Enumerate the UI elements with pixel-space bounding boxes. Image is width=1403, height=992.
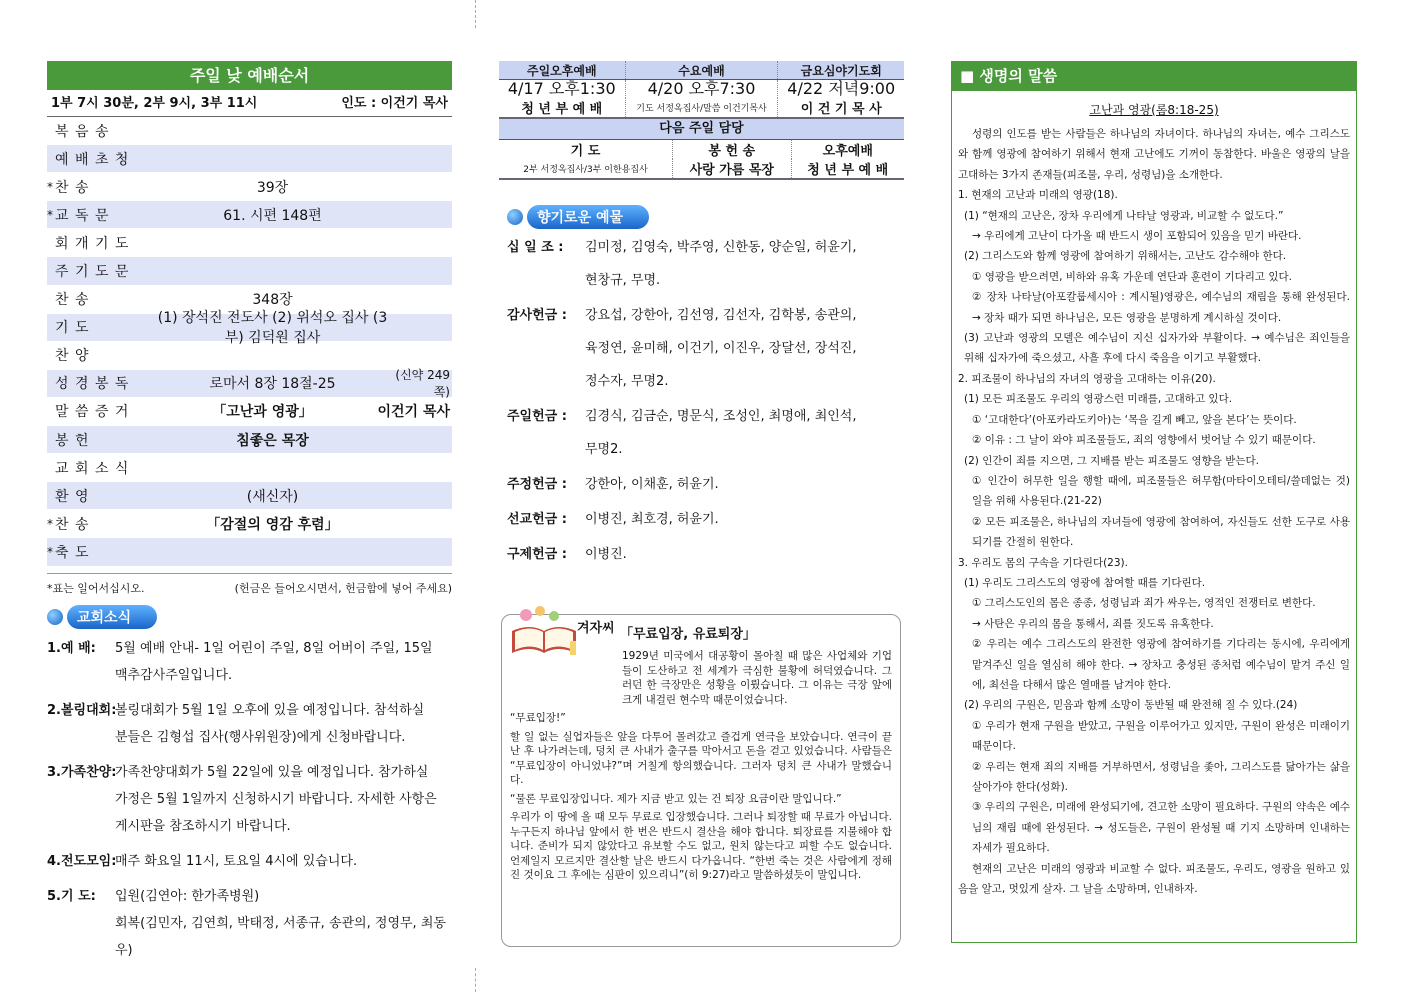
- sermon-line: (2) 그리스도와 함께 영광에 참여하기 위해서는, 고난도 감수해야 한다.: [964, 250, 1287, 263]
- offering-line: 정수자, 무명2.: [585, 374, 669, 389]
- offering-item: [507, 503, 907, 536]
- news-line: 가정은 5월 1일까지 신청하시기 바랍니다. 자세한 사항은: [115, 792, 437, 807]
- news-key: 2.볼링대회:: [47, 703, 117, 718]
- duty-time: 4/17 오후1:30: [507, 79, 616, 98]
- order-row: [47, 310, 452, 347]
- sermon-line: 성령의 인도를 받는 사람들은 하나님의 자녀이다. 하나님의 자녀는, 예수 그리스도와 함께 영광에 참여하기 위해서 현재 고난에도 기꺼이 동참한다. 바울은 영광의 날을 고대하는 3가지 존재들(피조물, 우리, 성령님)을 소개한다.: [958, 128, 1350, 181]
- order-detail: 이건기 목사: [377, 404, 450, 421]
- news-line: 가족찬양대회가 5월 22일에 있을 예정입니다. 참가하실: [115, 765, 429, 780]
- sermon-line: (2) 우리의 구원은, 믿음과 함께 소망이 동반될 때 완전해 질 수 있다.(24): [964, 699, 1298, 712]
- sermon-line: ① 영광을 받으려면, 비하와 유혹 가운데 연단과 훈련이 기다리고 있다.: [972, 270, 1292, 283]
- news-item: [47, 635, 457, 689]
- duty-table: [499, 61, 904, 119]
- news-item: [47, 848, 457, 875]
- order-label: 말 씀 증 거: [55, 404, 130, 421]
- sermon-line: ① ‘고대한다’(아포카라도키아)는 ‘목을 길게 빼고, 앞을 본다’는 뜻이다.: [972, 413, 1297, 426]
- news-line: 분들은 김형섭 집사(행사위원장)에게 신청바랍니다.: [115, 730, 406, 745]
- order-content: 61. 시편 148편: [223, 207, 322, 224]
- order-content: 「감절의 영감 후렴」: [206, 516, 339, 533]
- offering-item: [507, 400, 907, 466]
- sermon-line: ① 그리스도인의 몸은 종종, 성령님과 죄가 싸우는, 영적인 전쟁터로 변한다.: [972, 597, 1316, 610]
- sermon-line: 2. 피조물이 하나님의 자녀의 영광을 고대하는 이유(20).: [958, 372, 1216, 385]
- sermon-line: (2) 인간이 죄를 지으면, 그 지배를 받는 피조물도 영향을 받는다.: [964, 454, 1260, 467]
- news-line: 게시판을 참조하시기 바랍니다.: [115, 819, 291, 834]
- offering-line: 무명2.: [585, 442, 623, 457]
- news-text: [115, 883, 457, 964]
- bullet-dot-icon: [47, 609, 63, 625]
- offering-item: [507, 231, 907, 297]
- sermon-line: ② 이유 : 그 날이 와야 피조물들도, 죄의 영향에서 벗어날 수 있기 때문이다.: [972, 434, 1316, 447]
- news-item: [47, 697, 457, 751]
- sermon-subtitle: 고난과 영광(롬8:18-25): [1089, 103, 1219, 117]
- order-star: *: [47, 207, 53, 222]
- order-row: [47, 426, 452, 454]
- service-times: 1부 7시 30분, 2부 9시, 3부 11시: [51, 96, 258, 111]
- order-row: [47, 145, 452, 173]
- order-row: [47, 510, 452, 538]
- order-content: 「고난과 영광」: [212, 404, 313, 421]
- duty-header: 주일오후예배: [499, 61, 625, 80]
- order-label: 예 배 초 청: [55, 151, 130, 168]
- sermon-line: (1) “현재의 고난은, 장차 우리에게 나타날 영광과, 비교할 수 없도다.”: [964, 209, 1284, 222]
- news-item: [47, 759, 457, 840]
- order-label: 찬 송: [55, 516, 90, 533]
- order-label: 찬 송: [55, 179, 90, 196]
- essay-paragraph: 우리가 이 땅에 올 때 모두 무료로 입장했습니다. 그러나 퇴장할 때 무료가 아닙니다. 누구든지 하나님 앞에서 한 번은 반드시 결산을 해야 합니다. 퇴장료를 지불해야 합니다. 준비가 되지 않았다고 유보할 수도 없고, 원치 않는다고 피할 수도 없습니다. 언제일지 모르지만 결산할 날은 반드시 다가옵니다. “한번 죽는 것은 사람에게 정해진 것이요 그 후에는 심판이 있으리니”(히 9:27)라고 말씀하셨듯이 말입니다.: [510, 811, 892, 881]
- duty-person: 이 건 기 목 사: [778, 98, 904, 118]
- sermon-line: ② 우리는 현재 죄의 지배를 거부하면서, 성령님을 좇아, 그리스도를 닮아가는 삶을 살아가야 한다(성화).: [972, 760, 1350, 793]
- duty-time: 4/22 저녁9:00: [778, 80, 904, 99]
- order-row: [47, 370, 452, 398]
- news-text: [115, 697, 457, 751]
- offering-line: 강요섭, 강한아, 김선영, 김선자, 김학봉, 송관의,: [585, 308, 857, 323]
- next-duty-header: 기 도: [570, 144, 601, 159]
- sermon-line: ② 우리는 예수 그리스도의 완전한 영광에 참여하기를 기다리는 동시에, 우리에게 맡겨주신 일을 열심히 해야 한다. → 장차고 충성된 종처럼 예수님이 맡겨 주신 일에, 최선을 다해서 많은 열매를 남겨야 한다.: [972, 638, 1350, 691]
- next-duty-table: [499, 140, 904, 180]
- stand-note: *표는 일어서십시오.: [47, 581, 145, 595]
- order-content: 348장: [252, 292, 293, 309]
- offering-key: 선교헌금 :: [507, 512, 567, 527]
- order-label: 봉 헌: [55, 432, 90, 449]
- sermon-line: → 사탄은 우리의 몸을 통해서, 죄를 짓도록 유혹한다.: [972, 617, 1214, 630]
- next-duty-header: 봉 헌 송: [673, 140, 792, 159]
- offering-header: [507, 205, 649, 229]
- essay-label: 겨자씨: [577, 621, 615, 636]
- news-list: [47, 635, 457, 964]
- sermon-line: ② 모든 피조물은, 하나님의 자녀들에 영광에 참여하여, 자신들도 선한 도구로 사용되기를 간절히 원한다.: [972, 515, 1350, 549]
- next-duty-person: 청 년 부 예 배: [791, 159, 904, 179]
- worship-order-title: 주일 낮 예배순서: [47, 61, 452, 90]
- news-line: 볼링대회가 5월 1일 오후에 있을 예정입니다. 참석하실: [115, 703, 425, 718]
- sermon-line: ① 인간이 허무한 일을 행할 때에, 피조물들은 허무함(마타이오테티/쓸데없는 것) 일을 위해 사용된다.(21-22): [972, 474, 1350, 508]
- duty-header: 수요예배: [625, 61, 778, 80]
- duty-panel: [499, 61, 904, 180]
- essay-paragraph: 1929년 미국에서 대공황이 몰아칠 때 많은 사업체와 기업들이 도산하고 전 세계가 극심한 불황에 허덕였습니다. 그러던 한 극장만은 성황을 이뤘습니다. 그 이유는 극장 앞에 크게 내걸린 현수막 때문이었습니다.: [622, 650, 892, 706]
- offering-line: 이병진.: [585, 547, 627, 562]
- church-news-header: [47, 605, 157, 629]
- essay-paragraph: 할 일 없는 실업자들은 앞을 다투어 몰려갔고 즐겁게 연극을 보았습니다. 연극이 끝난 후 나가려는데, 덩치 큰 사내가 출구를 막아서고 돈을 걷고 있었습니다. 사람들은 “무료입장이 아니었냐?”며 거칠게 항의했습니다. 그러자 덩치 큰 사내가 말했습니다.: [510, 730, 892, 786]
- order-label: 찬 송: [55, 292, 90, 309]
- order-detail: (신약 249쪽): [395, 368, 450, 400]
- next-duty-person: 2부 서정옥집사/3부 이한용집사: [499, 159, 673, 179]
- offering-names: [585, 299, 907, 398]
- order-star: *: [47, 179, 53, 194]
- order-label: 환 영: [55, 488, 90, 505]
- order-row: [47, 454, 452, 482]
- sermon-line: ② 장차 나타날(아포칼룹세시아 : 계시될)영광은, 예수님의 재림을 통해 완성된다. → 장차 때가 되면 하나님은, 모든 영광을 분명하게 계시하실 것이다.: [972, 291, 1350, 324]
- offering-key: 주일헌금 :: [507, 409, 567, 424]
- order-row: [47, 117, 452, 145]
- offering-names: [585, 468, 907, 501]
- order-label: 성 경 봉 독: [55, 376, 130, 393]
- news-line: 맥추감사주일입니다.: [115, 668, 233, 683]
- service-times-row: [47, 90, 452, 117]
- offering-names: [585, 503, 907, 536]
- offering-panel: [507, 205, 907, 571]
- next-duty-person: 사랑 가름 목장: [673, 159, 792, 179]
- news-text: [115, 635, 457, 689]
- offering-key: 십 일 조 :: [507, 240, 564, 255]
- service-leader: 인도 : 이건기 목사: [341, 96, 448, 111]
- sermon-panel: [951, 61, 1357, 943]
- offering-names: [585, 538, 907, 571]
- offering-list: [507, 231, 907, 571]
- news-line: 입원(김연아: 한가족병원): [115, 889, 260, 904]
- news-text: [115, 759, 457, 840]
- news-line: 매주 화요일 11시, 토요일 4시에 있습니다.: [115, 854, 358, 869]
- mustard-seed-essay: [501, 614, 901, 947]
- sermon-title: ■ 생명의 말씀: [952, 62, 1356, 91]
- offering-item: [507, 538, 907, 571]
- offering-line: 김미정, 김영숙, 박주영, 신한동, 양순일, 허윤기,: [585, 240, 857, 255]
- duty-time: 4/20 오후7:30: [625, 80, 778, 99]
- order-label: 축 도: [55, 544, 90, 561]
- duty-person: 청 년 부 예 배: [499, 98, 625, 118]
- order-label: 찬 양: [55, 348, 90, 365]
- order-row: [47, 201, 452, 229]
- sermon-line: 3. 우리도 몸의 구속을 기다린다(23).: [958, 556, 1128, 569]
- order-content: 침좋은 목장: [236, 432, 309, 449]
- essay-paragraph: “물론 무료입장입니다. 제가 지금 받고 있는 건 퇴장 요금이란 말입니다.”: [510, 792, 842, 805]
- order-row: [47, 173, 452, 201]
- news-key: 1.예 배:: [47, 641, 96, 656]
- essay-paragraph: “무료입장!”: [510, 712, 566, 724]
- sermon-line: (1) 우리도 그리스도의 영광에 참여할 때를 기다린다.: [964, 576, 1206, 589]
- sermon-body: [952, 118, 1356, 899]
- news-line: 5월 예배 안내- 1일 어린이 주일, 8일 어버이 주일, 15일: [115, 641, 433, 656]
- next-duty-header: 오후예배: [791, 140, 904, 159]
- order-star: *: [47, 544, 53, 559]
- sermon-line: (3) 고난과 영광의 모델은 예수님이 지신 십자가와 부활이다. → 예수님은 죄인들을 위해 십자가에 죽으셨고, 사흘 후에 다시 죽음을 이기고 부활했다.: [964, 332, 1350, 365]
- news-item: [47, 883, 457, 964]
- order-note: [47, 573, 452, 596]
- fold-line-bottom: [475, 968, 476, 992]
- order-label: 복 음 송: [55, 123, 110, 140]
- order-content: (새신자): [246, 488, 299, 505]
- order-label: 교 회 소 식: [55, 460, 130, 477]
- news-line: 회복(김민자, 김연희, 박태정, 서종규, 송관의, 정영무, 최동우): [115, 916, 446, 958]
- sermon-line: → 우리에게 고난이 다가올 때 반드시 생이 포함되어 있음을 믿기 바란다.: [972, 230, 1302, 243]
- order-star: *: [47, 516, 53, 531]
- offering-line: 강한아, 이채훈, 허윤기.: [585, 477, 719, 492]
- offering-names: [585, 231, 907, 297]
- order-label: 교 독 문: [55, 207, 110, 224]
- order-content: (1) 장석진 전도사 (2) 위석오 집사 (3부) 김덕원 집사: [157, 310, 388, 347]
- bullet-dot-icon: [507, 209, 523, 225]
- duty-header: 금요심야기도회: [778, 61, 904, 80]
- essay-body: [510, 649, 892, 887]
- order-content: 로마서 8장 18절-25: [209, 376, 336, 393]
- order-label: 기 도: [55, 320, 90, 337]
- order-row: [47, 482, 452, 510]
- order-row: [47, 257, 452, 285]
- offering-title: 향기로운 예물: [527, 205, 649, 229]
- offering-names: [585, 400, 907, 466]
- order-row: [47, 229, 452, 257]
- fold-line-top: [475, 0, 476, 28]
- order-content: 39장: [256, 179, 289, 196]
- news-text: [115, 848, 457, 875]
- order-row: [47, 398, 452, 426]
- offering-line: 김경식, 김금순, 명문식, 조성인, 최명애, 최인석,: [585, 409, 857, 424]
- offering-key: 주정헌금 :: [507, 477, 567, 492]
- offering-note: (헌금은 들어오시면서, 헌금함에 넣어 주세요): [234, 581, 452, 595]
- duty-person: 기도 서정옥집사/말씀 이건기목사: [625, 98, 778, 118]
- sermon-line: (1) 모든 피조물도 우리의 영광스런 미래를, 고대하고 있다.: [964, 393, 1233, 406]
- offering-line: 현창규, 무명.: [585, 273, 661, 288]
- order-label: 주 기 도 문: [55, 264, 130, 281]
- church-news-panel: [47, 605, 457, 972]
- news-key: 3.가족찬양:: [47, 765, 117, 780]
- offering-line: 육정연, 윤미해, 이건기, 이진우, 장달선, 장석진,: [585, 341, 857, 356]
- offering-key: 감사헌금 :: [507, 308, 567, 323]
- essay-title: 「무료입장, 유료퇴장」: [620, 627, 756, 642]
- sermon-line: 현재의 고난은 미래의 영광과 비교할 수 없다. 피조물도, 우리도, 영광을 원하고 있음을 알고, 멋있게 살자. 그 날을 소망하며, 인내하자.: [958, 862, 1350, 896]
- order-label: 회 개 기 도: [55, 235, 130, 252]
- offering-item: [507, 299, 907, 398]
- sermon-line: 1. 현재의 고난과 미래의 영광(18).: [958, 189, 1118, 202]
- offering-line: 이병진, 최호경, 허윤기.: [585, 512, 719, 527]
- sermon-line: ① 우리가 현재 구원을 받았고, 구원을 이루어가고 있지만, 구원이 완성은 미래이기 때문이다.: [972, 719, 1350, 753]
- news-key: 4.전도모임:: [47, 854, 117, 869]
- church-news-title: 교회소식: [67, 605, 157, 629]
- news-key: 5.기 도:: [47, 889, 96, 904]
- worship-order-panel: [47, 61, 452, 596]
- offering-item: [507, 468, 907, 501]
- next-week-title: 다음 주일 담당: [499, 119, 904, 140]
- order-row: [47, 538, 452, 566]
- sermon-line: ③ 우리의 구원은, 미래에 완성되기에, 견고한 소망이 필요하다. 구원의 약속은 예수님의 재림 때에 완성된다. → 성도들은, 구원이 완성될 때 기지 소망하며 인내하는 자세가 필요하다.: [972, 801, 1350, 855]
- offering-key: 구제헌금 :: [507, 547, 567, 562]
- order-list: [47, 117, 452, 567]
